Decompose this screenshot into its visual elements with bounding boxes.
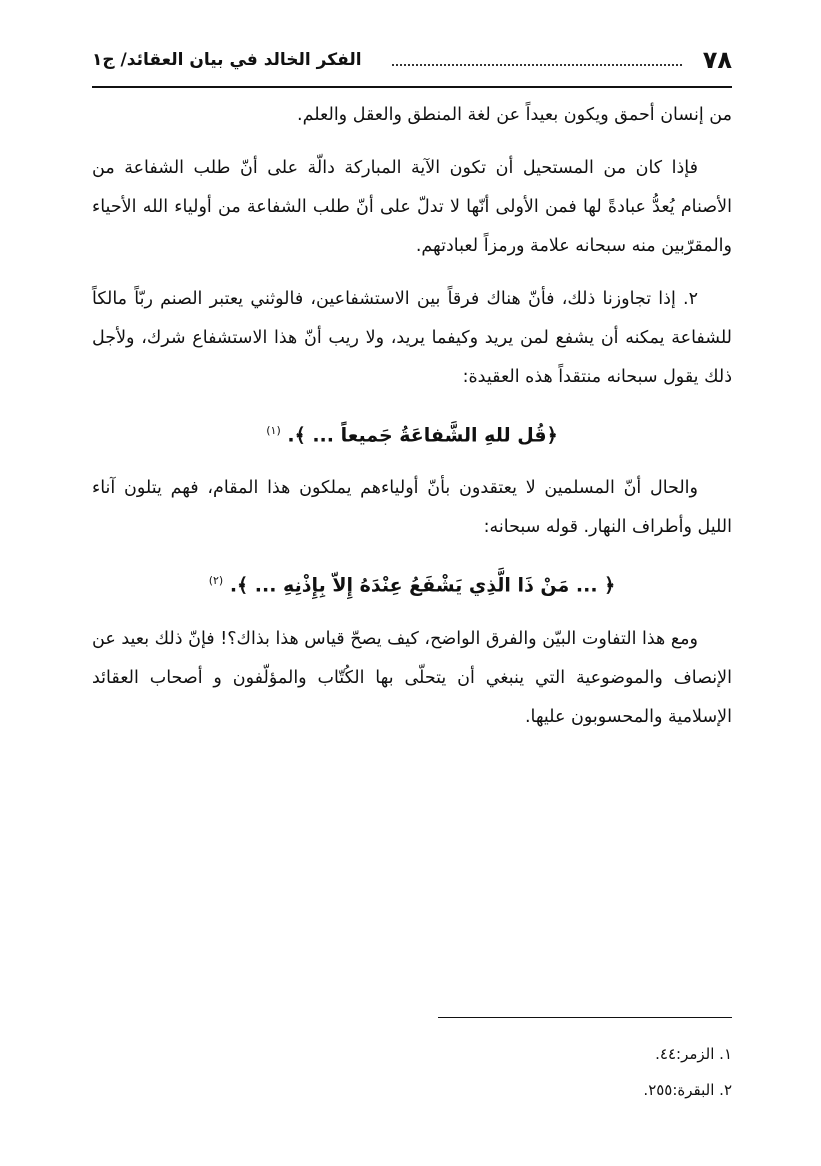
footnote-1: ١. الزمر:٤٤. [655,1045,732,1063]
header-dotted-leader [392,64,682,66]
page-header [92,42,732,82]
paragraph-1: من إنسان أحمق ويكون بعيداً عن لغة المنطق والعقل والعلم. [297,105,732,125]
page-number: ٧٨ [702,46,732,74]
paragraph-2: فإذا كان من المستحيل أن تكون الآية المباركة دالّة على أنّ طلب الشفاعة من الأصنام يُعدُّ عبادةً لها فمن الأولى أنّها لا تدلّ على أنّ طلب الشفاعة من أولياء الله الأحياء والمقرّبين منه سبحانه علامة ورمزاً لعبادتهم. [92,158,732,256]
footnote-2: ٢. البقرة:٢٥٥. [643,1081,732,1099]
body-text [92,96,732,751]
footnote-marker-1: (١) [266,424,281,437]
paragraph-3: ٢. إذا تجاوزنا ذلك، فأنّ هناك فرقاً بين الاستشفاعين، فالوثني يعتبر الصنم ربّاً مالكاً للشفاعة يمكنه أن يشفع لمن يريد وكيفما يريد، ولا ريب أنّ هذا الاستشفاع شرك، ولأجل ذلك يقول سبحانه منتقداً هذه العقيدة: [92,289,732,387]
footnote-marker-2: (٢) [208,574,224,588]
quran-verse-2 [92,561,732,605]
header-rule [92,86,732,88]
quran-verse-1 [92,411,732,455]
paragraph-4: والحال أنّ المسلمين لا يعتقدون بأنّ أولياءهم يملكون هذا المقام، فهم يتلون آناء الليل وأطراف النهار. قوله سبحانه: [92,478,732,538]
running-title: الفكر الخالد في بيان العقائد/ ج١ [92,50,362,70]
quran-verse-1-text: ﴿قُل للهِ الشَّفاعَةُ جَميعاً ... ﴾. [287,424,558,447]
paragraph-5: ومع هذا التفاوت البيّن والفرق الواضح، كيف يصحّ قياس هذا بذاك؟! فإنّ ذلك بعيد عن الإنصاف والموضوعية التي ينبغي أن يتحلّى بها الكُتّاب والمؤلّفون و أصحاب العقائد الإسلامية والمحسوبون عليها. [92,628,732,727]
quran-verse-2-text: ﴿ ... مَنْ ذَا الَّذِي يَشْفَعُ عِنْدَهُ إِلاّ بِإِذْنِهِ ... ﴾. [229,574,616,597]
footnote-rule [438,1017,732,1018]
footnotes [92,1036,732,1108]
